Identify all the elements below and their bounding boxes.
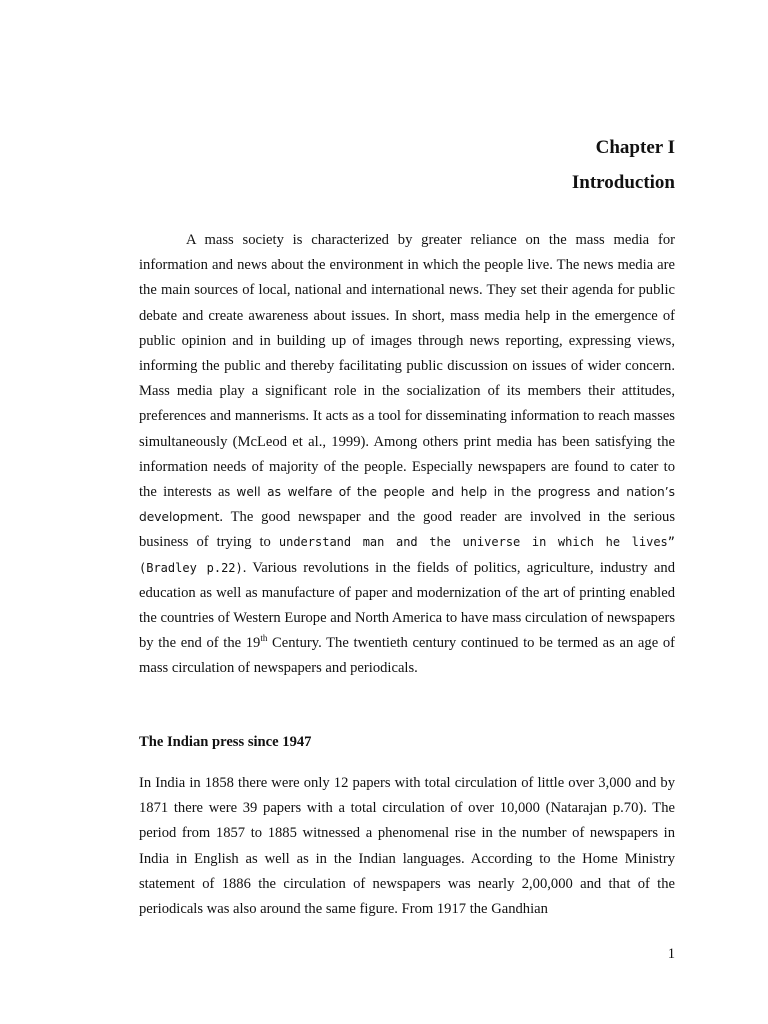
- page-number: 1: [667, 946, 675, 962]
- body-paragraph: In India in 1858 there were only 12 papers with total circulation of little over 3,000 and by 1871 there were 39 papers with a total circulation of over 10,000 (Natarajan p.70). The period from 1857 to 1885 witnessed a phenomenal rise in the number of newspapers in India in English as well as in the Indian languages. According to the Home Ministry statement of 1886 the circulation of newspapers was nearly 2,00,000 and that of the periodicals was also around the same figure. From 1917 the Gandhian: [139, 775, 675, 918]
- chapter-title: Introduction: [571, 172, 675, 193]
- paragraph-text: . The good newspaper and the good reader are involved in the serious business of trying to: [139, 509, 675, 551]
- superscript: th: [260, 633, 268, 644]
- paragraph-text: A mass society is characterized by greater reliance on the mass media for information and news about the environment in which the people live. The news media are the main sources of local, national and international news. They set their agenda for public debate and create awareness about issues. In short, mass media help in the emergence of public opinion and in building up of images through news reporting, expressing views, informing the public and thereby facilitating public discussion on issues of wider concern. Mass media play a significant role in the socialization of its members their attitudes, preferences and mannerisms. It acts as a tool for disseminating information to reach masses simultaneously (McLeod et al., 1999). Among others print media has been satisfying the information needs of majority of the people. Especially newspapers are found to cater to the interests as: [139, 232, 675, 501]
- paragraph-text: . Various revolutions in the fields of politics, agriculture, industry and education as well as manufacture of paper and modernization of the art of printing enabled the countries of Western Europe and North America to have mass circulation of newspapers by the end of the 19: [139, 559, 675, 652]
- chapter-label: Chapter I: [595, 137, 675, 158]
- paragraph-text-alt-font: well as welfare of the people and help in the progress and nation’s development: [139, 485, 675, 525]
- section-heading: The Indian press since 1947: [139, 734, 312, 750]
- paragraph-text: Century. The twentieth century continued to be termed as an age of mass circulation of newspapers and periodicals.: [139, 635, 675, 677]
- quoted-text: understand man and the universe in which he lives” (Bradley p.22): [139, 535, 675, 575]
- intro-paragraph: [139, 228, 675, 682]
